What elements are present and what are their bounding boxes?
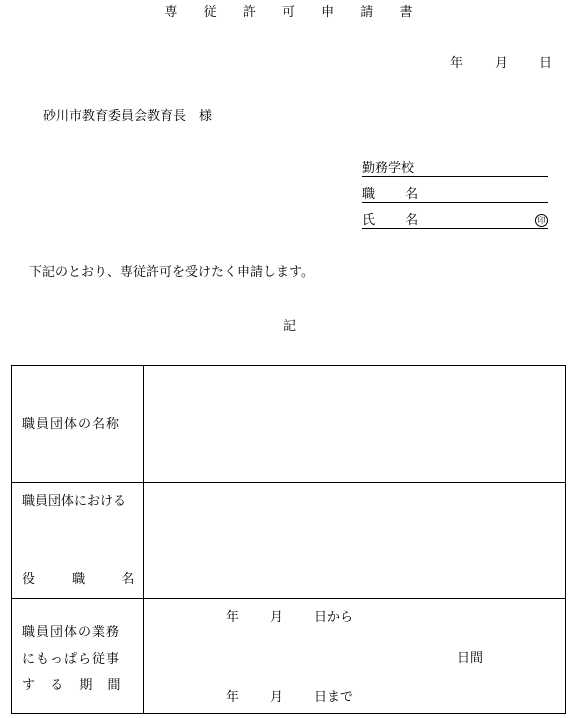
school-label: 勤務学校 bbox=[362, 161, 415, 176]
row-label-union-name: 職員団体の名称 bbox=[22, 417, 121, 432]
label-char: 期 bbox=[79, 678, 93, 693]
title-char: 許 bbox=[242, 5, 256, 20]
period-from-suffix: 日から bbox=[314, 610, 354, 625]
period-from-year: 年 bbox=[226, 610, 240, 625]
period-days: 日間 bbox=[457, 651, 484, 666]
period-to-suffix: 日まで bbox=[314, 690, 354, 705]
period-to-year: 年 bbox=[226, 690, 240, 705]
period-field[interactable] bbox=[144, 599, 566, 713]
row-label-period-line1: 職員団体の業務 bbox=[22, 625, 121, 640]
label-char: 名 bbox=[121, 572, 135, 587]
date-month: 月 bbox=[495, 56, 509, 71]
title-char: 可 bbox=[281, 5, 295, 20]
position-line[interactable] bbox=[362, 188, 548, 203]
label-char: す bbox=[22, 678, 36, 693]
recipient: 砂川市教育委員会教育長 様 bbox=[43, 109, 213, 124]
position-label-char: 職 bbox=[362, 187, 376, 202]
union-name-field[interactable] bbox=[144, 366, 566, 482]
date-day: 日 bbox=[539, 56, 553, 71]
label-char: 役 bbox=[22, 572, 36, 587]
row-label-period-line3 bbox=[22, 679, 120, 692]
date-year: 年 bbox=[450, 56, 464, 71]
title-char: 請 bbox=[360, 5, 374, 20]
document-title bbox=[0, 6, 577, 19]
seal-mark-icon: 印 bbox=[535, 214, 548, 227]
title-char: 専 bbox=[164, 5, 178, 20]
union-position-field[interactable] bbox=[144, 483, 566, 598]
period-from-month: 月 bbox=[270, 610, 284, 625]
title-char: 従 bbox=[203, 5, 217, 20]
row-label-union-position-bottom bbox=[22, 573, 134, 586]
position-label-char: 名 bbox=[405, 187, 419, 202]
title-char: 申 bbox=[321, 5, 335, 20]
name-label-char: 氏 bbox=[362, 213, 376, 228]
body-text: 下記のとおり、専従許可を受けたく申請します。 bbox=[29, 265, 314, 280]
application-table bbox=[11, 365, 566, 714]
label-char: る bbox=[50, 678, 64, 693]
row-label-union-position-top: 職員団体における bbox=[22, 494, 127, 509]
school-line[interactable] bbox=[362, 162, 548, 177]
period-to-month: 月 bbox=[270, 690, 284, 705]
label-char: 職 bbox=[72, 572, 86, 587]
label-char: 間 bbox=[107, 678, 121, 693]
name-label-char: 名 bbox=[405, 213, 419, 228]
title-char: 書 bbox=[399, 5, 413, 20]
ki-heading: 記 bbox=[283, 319, 297, 334]
name-line[interactable] bbox=[362, 214, 548, 229]
row-label-period-line2: にもっぱら従事 bbox=[22, 652, 121, 667]
